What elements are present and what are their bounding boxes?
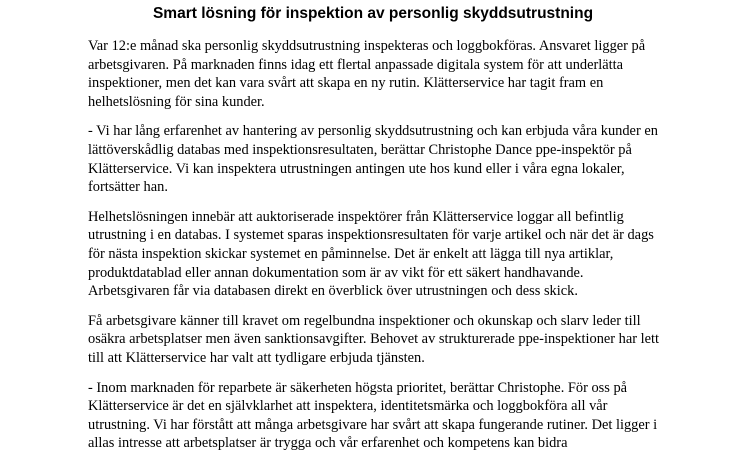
paragraph-quote-experience: - Vi har lång erfarenhet av hantering av personlig skyddsutrustning och kan erbjuda våra kunder en lättöverskådlig databas med inspektionsresultaten, berättar Christophe Dance ppe-inspektör på Klätterservice. Vi kan inspektera utrustningen antingen ute hos kund eller i våra egna lokaler, fortsätter han. — [88, 123, 658, 196]
document-body — [88, 37, 663, 464]
document-title: Smart lösning för inspektion av personlig skyddsutrustning — [152, 5, 594, 22]
paragraph-quote-safety: - Inom marknaden för reparbete är säkerheten högsta prioritet, berättar Christophe. För oss på Klätterservice är det en självklarhet att inspektera, identitetsmärka och loggbokföra all vår utrustning. Vi har förstått att många arbetsgivare har svårt att skapa fungerande rutiner. Det ligger i allas intresse att arbetsplatser är trygga och vår erfarenhet och kompetens kan bidra — [88, 379, 658, 452]
paragraph-intro: Var 12:e månad ska personlig skyddsutrustning inspekteras och loggbokföras. Ansvaret ligger på arbetsgivaren. På marknaden finns idag ett flertal anpassade digitala system för att underlätta inspektioner, men det kan vara svårt att skapa en ny rutin. Klätterservice har tagit fram en helhetslösning för sina kunder. — [88, 38, 646, 110]
paragraph-solution: Helhetslösningen innebär att auktoriserade inspektörer från Klätterservice loggar all befintlig utrustning i en databas. I systemet sparas inspektionsresultaten för varje artikel och när det är dags för nästa inspektion skickar systemet en påminnelse. Det är enkelt att lägga till nya artiklar, produktdatablad eller annan dokumentation som är av vikt för ett säkert handhavande. Arbetsgivaren får via databasen direkt en överblick över utrustningen och dess skick. — [88, 208, 654, 300]
paragraph-requirements: Få arbetsgivare känner till kravet om regelbundna inspektioner och okunskap och slarv leder till osäkra arbetsplatser men även sanktionsavgifter. Behovet av strukturerade ppe-inspektioner har lett till att Klätterservice har valt att tydligare erbjuda tjänsten. — [88, 312, 660, 366]
